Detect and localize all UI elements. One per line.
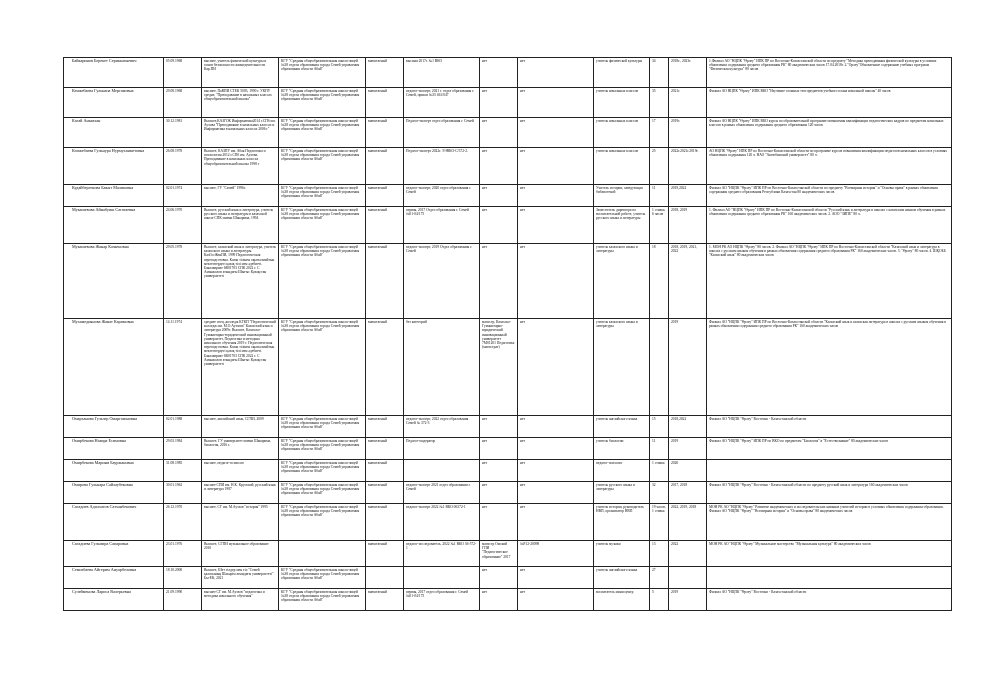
cell-post: нет — [518, 416, 594, 438]
cell-post: нет — [518, 319, 594, 416]
cell-years: 2019 — [669, 438, 707, 460]
cell-subject: Заместитель директора по воспитательной работе, учитель русского языка и литературы — [594, 207, 650, 244]
cell-stazh: 34 — [650, 58, 669, 88]
cell-category: педагог-эксперт 2021 отдел образования г. Семей — [404, 482, 480, 504]
cell-dob: 30.12.1981 — [164, 118, 202, 148]
cell-stazh: 35 — [650, 88, 669, 118]
cell-degree: нет — [480, 88, 518, 118]
cell-education: Высшее, КАЗПУ им. Абая Педагогика и психология 2012 г.СПб им. Аухова, Преподавание в начальных классах общеобразовательной школы 1998 г — [202, 148, 279, 185]
cell-courses: Филиал АО "НЦПК "Өрлеу" ИПК ПР по Восточно-Казахстанской области "Казахский язык и казахская литература в школах с русским языком обучения в рамках обновления содержания среднего образования РК" 160 академических часов — [707, 319, 952, 416]
cell-name: Омирова Гульнара Сайлаубековна — [64, 482, 164, 504]
cell-dob: 31.08.1985 — [164, 460, 202, 482]
cell-education: Высшее, Шет тілдер мен тіл "Семей қаласының Шәкәрім атындағы университеті" Бы-ЕК, 2021 — [202, 567, 279, 589]
cell-degree: магистр Омский ГПИ "Педагогическое образование" 2017 — [480, 541, 518, 567]
table-row — [64, 58, 952, 88]
cell-years: 2019 — [669, 319, 707, 416]
cell-degree: нет — [480, 244, 518, 319]
cell-courses: Филиал АО "НЦПК "Өрлеу" Восточно - Казахстанской области — [707, 416, 952, 438]
cell-courses: МОН РК АО "НЦПК "Өрлеу" Развитие академических и исследовательских навыков учителей истории в условиях обновления содержания образования. Филиал АО "НЦПК "Өрлеу" "Всемирная история" и "Основы права" 80 академических часов — [707, 504, 952, 541]
cell-org: КГУ "Средняя общеобразовательная школа-лицей №38 отдела образования города Семей управления образования области Абай" — [279, 460, 366, 482]
cell-courses: АО НЦПК "Өрлеу" ИПК ПР по Восточно-Казахстанской области по программе курсов повышения квалификации педагогов начальных классов в условиях обновления содержания 120 ч. НАО "Актюбинский университет" 80 ч. — [707, 148, 952, 185]
cell-name: Семизбаева Айгерим Ануарбеловна — [64, 567, 164, 589]
cell-years — [669, 567, 707, 589]
cell-stazh: 1 ставка, 6 часов — [650, 207, 669, 244]
cell-category — [404, 567, 480, 589]
cell-subject: учитель английского языка — [594, 567, 650, 589]
cell-education: Высшее,КАЗГОК Информатика2014 г.СПб им. Аухова "Преподавание в начальных классах и Информатика в начальных классах 2006 г" — [202, 118, 279, 148]
cell-dob: 14.11.1974 — [164, 319, 202, 416]
cell-dob: 21.09.1990 — [164, 589, 202, 611]
cell-subject: учитель истории, руководитель НВП, организатор НВП — [594, 504, 650, 541]
cell-post: нет — [518, 88, 594, 118]
cell-stazh: 17 — [650, 118, 669, 148]
cell-org: КГУ "Средняя общеобразовательная школа-лицей №38 отдела образования города Семей управления образования области Абай" — [279, 504, 366, 541]
cell-position: внештатный — [366, 416, 404, 438]
cell-position: внештатный — [366, 504, 404, 541]
cell-education: высшее, английский язык, СГПИ, 2009 — [202, 416, 279, 438]
cell-org: КГУ "Средняя общеобразовательная школа-лицей №38 отдела образования города Семей управления образования области Абай" — [279, 58, 366, 88]
cell-degree: нет — [480, 504, 518, 541]
cell-stazh: 32 — [650, 482, 669, 504]
table-row — [64, 185, 952, 207]
cell-post: нет — [518, 185, 594, 207]
cell-org: КГУ "Средняя общеобразовательная школа-лицей №38 отдела образования города Семей управления образования области Абай" — [279, 148, 366, 185]
cell-courses: Филиал АО НЦПК "Өрлеу" ИПК ВКО "Изучение сложных тем предметов учебного плана начальной школы" 40 часов — [707, 88, 952, 118]
cell-courses: МОН РК АО "НЦПК "Өрлеу" Музыкальное мастерство "Музыкальная культура" 80 академических часов — [707, 541, 952, 567]
cell-years: 2022, 2019, 2018 — [669, 504, 707, 541]
cell-subject: учитель музыки — [594, 541, 650, 567]
cell-years: 2018, 2019, 2021, 2022 — [669, 244, 707, 319]
cell-post: нет — [518, 148, 594, 185]
cell-position: внештатный — [366, 482, 404, 504]
cell-category: первая, 2017 Отдел образования г. Семей №01-04/175 — [404, 207, 480, 244]
cell-education: высшее, педагог-психолог — [202, 460, 279, 482]
cell-post: нет — [518, 438, 594, 460]
cell-education: высшее, ПаВПИ СТЕК 5003, 1990 г. УКПУ средне, "Преподавание в начальных классах общеобразовательной школы" — [202, 88, 279, 118]
cell-position: внештатный — [366, 88, 404, 118]
cell-name: Мухамедиянова Жанат Каримовна — [64, 319, 164, 416]
cell-position: внештатный — [366, 460, 404, 482]
cell-degree: нет — [480, 416, 518, 438]
cell-courses — [707, 567, 952, 589]
cell-education: среднее спец.,колледж КГКП "Педагогический колледж им. М.О.Ауэзова" Казахский язык и литература 2009г. Высшее, Казахско-Гуманитарно-юридический инновационный университет, Педагогика и методика начального обучения 2019 г. Педагогическая переподготовка. Казак тілінен оқытылмайтын мектептердегі қазақ тілі мен әдебиеті. Бакалавриат 6В01703 СПК 2022 г. С Аманжолов атындағы Шығыс Қазақстан университеті — [202, 319, 279, 416]
cell-category: без категорий — [404, 319, 480, 416]
cell-post: нет — [518, 244, 594, 319]
cell-courses: Филиал АО НЦПК "Өрлеу" ИПК ВКО курсы по образовательной программе повышения квалификации педагогических кадров по предметам начальных классов в рамках обновления содержания среднего образования 120 часов — [707, 118, 952, 148]
cell-courses: Филиал АО "НЦПК "Өрлеу" ИПК ПР по Восточно-Казахстанской области по предмету "Всемирная история" и "Основы права" в рамках обновления содержания среднего образования Республики Казахстан 80 академических часов — [707, 185, 952, 207]
cell-position: внештатный — [366, 185, 404, 207]
cell-name: Сулейменова Лариса Валерьевна — [64, 589, 164, 611]
cell-position: внештатный — [366, 207, 404, 244]
cell-org: КГУ "Средняя общеобразовательная школа-лицей №38 отдела образования города Семей управления образования области Абай" — [279, 207, 366, 244]
cell-stazh: 25 — [650, 148, 669, 185]
table-row — [64, 541, 952, 567]
cell-dob: 24.06.1970 — [164, 207, 202, 244]
cell-post: №Р12-20098 — [518, 541, 594, 567]
cell-category: педагог-эксперт, 2021 г. отдел образования г. Семей, приказ №35 461/047 — [404, 88, 480, 118]
cell-name: Байкаринов Берекет Серикказыевич — [64, 58, 164, 88]
cell-org: КГУ "Средняя общеобразовательная школа-лицей №38 отдела образования города Семей управления образования области Абай" — [279, 118, 366, 148]
cell-position — [366, 567, 404, 589]
cell-years: 2022 — [669, 541, 707, 567]
cell-stazh: 11 — [650, 185, 669, 207]
cell-dob: 30.01.1962 — [164, 482, 202, 504]
cell-category: высшая 2017г. №1 ВКО — [404, 58, 480, 88]
cell-position: внештатный — [366, 319, 404, 416]
cell-org: КГУ "Средняя общеобразовательная школа-лицей №38 отдела образования города Семей управления образования области Абай" — [279, 319, 366, 416]
cell-degree: нет — [480, 185, 518, 207]
cell-education: Высшее, ГУ университет имени Шакарима, биология, 2016 г. — [202, 438, 279, 460]
cell-years: 2022г.2021г.2019г. — [669, 148, 707, 185]
cell-dob: 29.08.1968 — [164, 88, 202, 118]
cell-stazh — [650, 319, 669, 416]
cell-name: Кенжебаева Гульнапа Мергамовна — [64, 88, 164, 118]
cell-dob: 29.03.1984 — [164, 438, 202, 460]
cell-courses — [707, 460, 952, 482]
cell-category: педагог-исследователь, 2022 №1 ВКО 36-572-1 — [404, 541, 480, 567]
cell-degree: нет — [480, 58, 518, 88]
cell-stazh: 19 часов, 1 ставка — [650, 504, 669, 541]
cell-subject: учитель начальных классов — [594, 88, 650, 118]
cell-category: педагог-эксперт, 2020 отдел образования г. Семей — [404, 185, 480, 207]
cell-subject: учитель физической культуры — [594, 58, 650, 88]
cell-post: нет — [518, 589, 594, 611]
cell-stazh: 15 — [650, 416, 669, 438]
cell-dob: 26.08.1978 — [164, 148, 202, 185]
cell-subject: учитель биологии — [594, 438, 650, 460]
cell-category: первая, 2017 отдел образования г. Семей №01-04/175 — [404, 589, 480, 611]
cell-subject: учитель казахского языка и литературы — [594, 319, 650, 416]
cell-position: внештатный — [366, 589, 404, 611]
cell-subject: учитель начальных классов — [594, 148, 650, 185]
table-row — [64, 567, 952, 589]
cell-stazh: 18 — [650, 244, 669, 319]
cell-degree: магистр, Казахско-Гуманитарно-юридический инновационный университет 7М01201 Педагогика (магистрат) — [480, 319, 518, 416]
cell-dob: 05.09.1968 — [164, 58, 202, 88]
cell-courses: Филиал АО "НЦПК "Өрлеу" Восточно - Казахстанской области по предмету русский язык и литература 160 академических часов — [707, 482, 952, 504]
table-row — [64, 148, 952, 185]
cell-degree: нет — [480, 567, 518, 589]
cell-name: Мукашевова Жанар Казкеновна — [64, 244, 164, 319]
cell-name: Мукашевова Айнабуиш Сагатаевна — [64, 207, 164, 244]
cell-degree: нет — [480, 118, 518, 148]
cell-name: Сагадиева Гульмира Сапаровна — [64, 541, 164, 567]
cell-category: Педагог-модератор — [404, 438, 480, 460]
cell-courses: Филиал АО "НЦПК "Өрлеу" ИПК ПР по ВКО по предметам "Биология" в "Естествознание" 80 академических часов — [707, 438, 952, 460]
cell-org: КГУ "Средняя общеобразовательная школа-лицей №38 отдела образования города Семей управления образования области Абай" — [279, 88, 366, 118]
table-row — [64, 460, 952, 482]
cell-post: нет — [518, 567, 594, 589]
cell-org: КГУ "Средняя общеобразовательная школа-лицей №38 отдела образования города Семей управления образования области Абай" — [279, 185, 366, 207]
cell-org: КГУ "Средняя общеобразовательная школа-лицей №38 отдела образования города Семей управления образования области Абай" — [279, 416, 366, 438]
cell-position: внештатный — [366, 58, 404, 88]
table-row — [64, 207, 952, 244]
cell-education: высшее, учитель физической культуры и основ безопасности жизнедеятельности Кар.ПИ — [202, 58, 279, 88]
staff-table — [63, 57, 951, 611]
cell-post: нет — [518, 460, 594, 482]
cell-dob: 18.10.2000 — [164, 567, 202, 589]
cell-name: Копжебаева Гульнура Нурмуханметовна — [64, 148, 164, 185]
cell-courses: 1. МОН РК АО НЦПК "Өрлеу" 80 часов. 2. Филиал АО "НЦПК "Өрлеу" ИПК ПР по Восточно-Казахстанской области "Казахский язык и литература в школах с русским языком обучения в рамках обновления содержания среднего образования РК" 160 академических часов. 3. "Өрлеу" 80 часов. 4. ШҚОББ "Казахский язык" 80 академических часов — [707, 244, 952, 319]
cell-courses: Филиал АО "НЦПК "Өрлеу" Восточно - Казахстанской области — [707, 589, 952, 611]
table-row — [64, 88, 952, 118]
cell-degree: нет — [480, 482, 518, 504]
cell-stazh: 5 — [650, 589, 669, 611]
table-row — [64, 589, 952, 611]
cell-years: 2019г. — [669, 118, 707, 148]
cell-years: 2018, 2019 — [669, 207, 707, 244]
cell-org: КГУ "Средняя общеобразовательная школа-лицей №38 отдела образования города Семей управления образования области Абай" — [279, 438, 366, 460]
cell-years: 2018,2022 — [669, 416, 707, 438]
cell-name: Омирбекова Назира Есимовна — [64, 438, 164, 460]
cell-org: КГУ "Средняя общеобразовательная школа-лицей №38 отдела образования города Семей управления образования области Абай" — [279, 567, 366, 589]
cell-stazh: 11 — [650, 438, 669, 460]
cell-dob: 29.05.1978 — [164, 244, 202, 319]
cell-degree: нет — [480, 148, 518, 185]
cell-subject: учитель английского языка — [594, 416, 650, 438]
cell-org: КГУ "Средняя общеобразовательная школа-лицей №38 отдела образования города Семей управления образования области Абай" — [279, 244, 366, 319]
cell-name: Омирбекова Мариям Бауржановна — [64, 460, 164, 482]
cell-education: высшее СГ им. М.Ауэзов "педагогика и методика начального обучения" — [202, 589, 279, 611]
cell-subject: педагог-психолог — [594, 460, 650, 482]
cell-subject: воспитатель мини центр — [594, 589, 650, 611]
cell-years: 2019 — [669, 589, 707, 611]
cell-courses: 1.Филиал АО "НЦПК "Өрлеу" ИПК ПР по Восточно-Казахстанской области по предмету "Методика преподавания физической культуры в условиях обновления содержания среднего образования РК" 80 академических часов 17.04.2018г. 2."Орлеу"Обновленное содержание учебных программ "Физическая культура" 80 часов — [707, 58, 952, 88]
cell-education: Высшее, СГПИ музыкальное образование 2010 — [202, 541, 279, 567]
cell-education: высшее СПИ им. Н.К. Крупской, русский язык и литература 1987 — [202, 482, 279, 504]
cell-degree: нет — [480, 207, 518, 244]
cell-dob: 02.01.1974 — [164, 185, 202, 207]
cell-category — [404, 460, 480, 482]
cell-category: Педагог-эксперт отдел образования г. Семей — [404, 118, 480, 148]
cell-position: внештатный — [366, 244, 404, 319]
table-row — [64, 118, 952, 148]
table-row — [64, 504, 952, 541]
cell-years: 2021г. — [669, 88, 707, 118]
cell-stazh: 27 — [650, 567, 669, 589]
cell-name: Кудайбергенова Бакыт Маликовна — [64, 185, 164, 207]
cell-subject: Учитель истории, заведующая библиотекой — [594, 185, 650, 207]
cell-name: Сагадиев Адилхатов Сатханбекович — [64, 504, 164, 541]
cell-degree: нет — [480, 589, 518, 611]
table-row — [64, 438, 952, 460]
cell-position: внештатный — [366, 438, 404, 460]
cell-stazh: 13 — [650, 541, 669, 567]
cell-name: Кагай Анымхан — [64, 118, 164, 148]
cell-education: Высшее, русский язык и литература, учитель русского языка и литературы в казахской школе СПК имени Шакарима, 1994 — [202, 207, 279, 244]
cell-post: нет — [518, 58, 594, 88]
cell-position: внештатный — [366, 118, 404, 148]
cell-education: Высшее, казахский язык и литература, учитель казахского языка и литературы. КазГосЖенПИ, 1999 Педагогическая переподготовка. Казак тілінен оқытылмайтын мектептердегі қазақ тілі мен әдебиеті. Бакалавриат 6В01703 СПК 2022 г. С Аманжолов атындағы Шығыс Қазақстан университеті — [202, 244, 279, 319]
cell-years: 2020 — [669, 460, 707, 482]
cell-name: Омарханова Гульзер Омаргазиновна — [64, 416, 164, 438]
cell-post: нет — [518, 482, 594, 504]
cell-org: КГУ "Средняя общеобразовательная школа-лицей №38 отдела образования города Семей управления образования области Абай" — [279, 589, 366, 611]
cell-org: КГУ "Средняя общеобразовательная школа-лицей №38 отдела образования города Семей управления образования области Абай" — [279, 482, 366, 504]
cell-dob: 26.12.1970 — [164, 504, 202, 541]
cell-stazh: 1 ставка — [650, 460, 669, 482]
table-row — [64, 244, 952, 319]
cell-category: педагог-эксперт, 2019 Отдел образования г. Семей — [404, 244, 480, 319]
cell-subject: учитель начальных классов — [594, 118, 650, 148]
cell-dob: 02.01.1988 — [164, 416, 202, 438]
cell-dob: 23.01.1976 — [164, 541, 202, 567]
cell-years: 2019,2022 — [669, 185, 707, 207]
table-row — [64, 416, 952, 438]
cell-org — [279, 541, 366, 567]
cell-post: нет — [518, 504, 594, 541]
cell-degree: нет — [480, 438, 518, 460]
cell-subject: учитель русского языка и литературы — [594, 482, 650, 504]
cell-category: педагог-эксперт, 2022 отдел образования Семей № 372-3 — [404, 416, 480, 438]
cell-post: нет — [518, 207, 594, 244]
cell-subject: учитель казахского языка и литературы — [594, 244, 650, 319]
cell-category: педагог-эксперт 2022 №1 ВКО 06372-1 — [404, 504, 480, 541]
cell-years: 2018г., 2023г. — [669, 58, 707, 88]
cell-education: высшее, ГУ "Семей" 1996г. — [202, 185, 279, 207]
cell-position: внештатный — [366, 148, 404, 185]
cell-category: Педагог-эксперт 2022г. ЭЭВКО-С/372-2. — [404, 148, 480, 185]
cell-degree: нет — [480, 460, 518, 482]
cell-position: внештатный — [366, 541, 404, 567]
cell-post: нет — [518, 118, 594, 148]
cell-years: 2017, 2018 — [669, 482, 707, 504]
table-row — [64, 319, 952, 416]
cell-courses: 1. Филиал АО "НЦПК "Өрлеу" ИПК ПР по Восточно-Казахстанской области "Русский язык и литература в школах с казахским языком обучения в рамках обновления содержания среднего образования РК" 160 академических часов. 2. АОО "ЗИПЕ" 80 ч. — [707, 207, 952, 244]
cell-education: высшее, СГ им. М.Ауэзов "история" 1995 — [202, 504, 279, 541]
table-row — [64, 482, 952, 504]
